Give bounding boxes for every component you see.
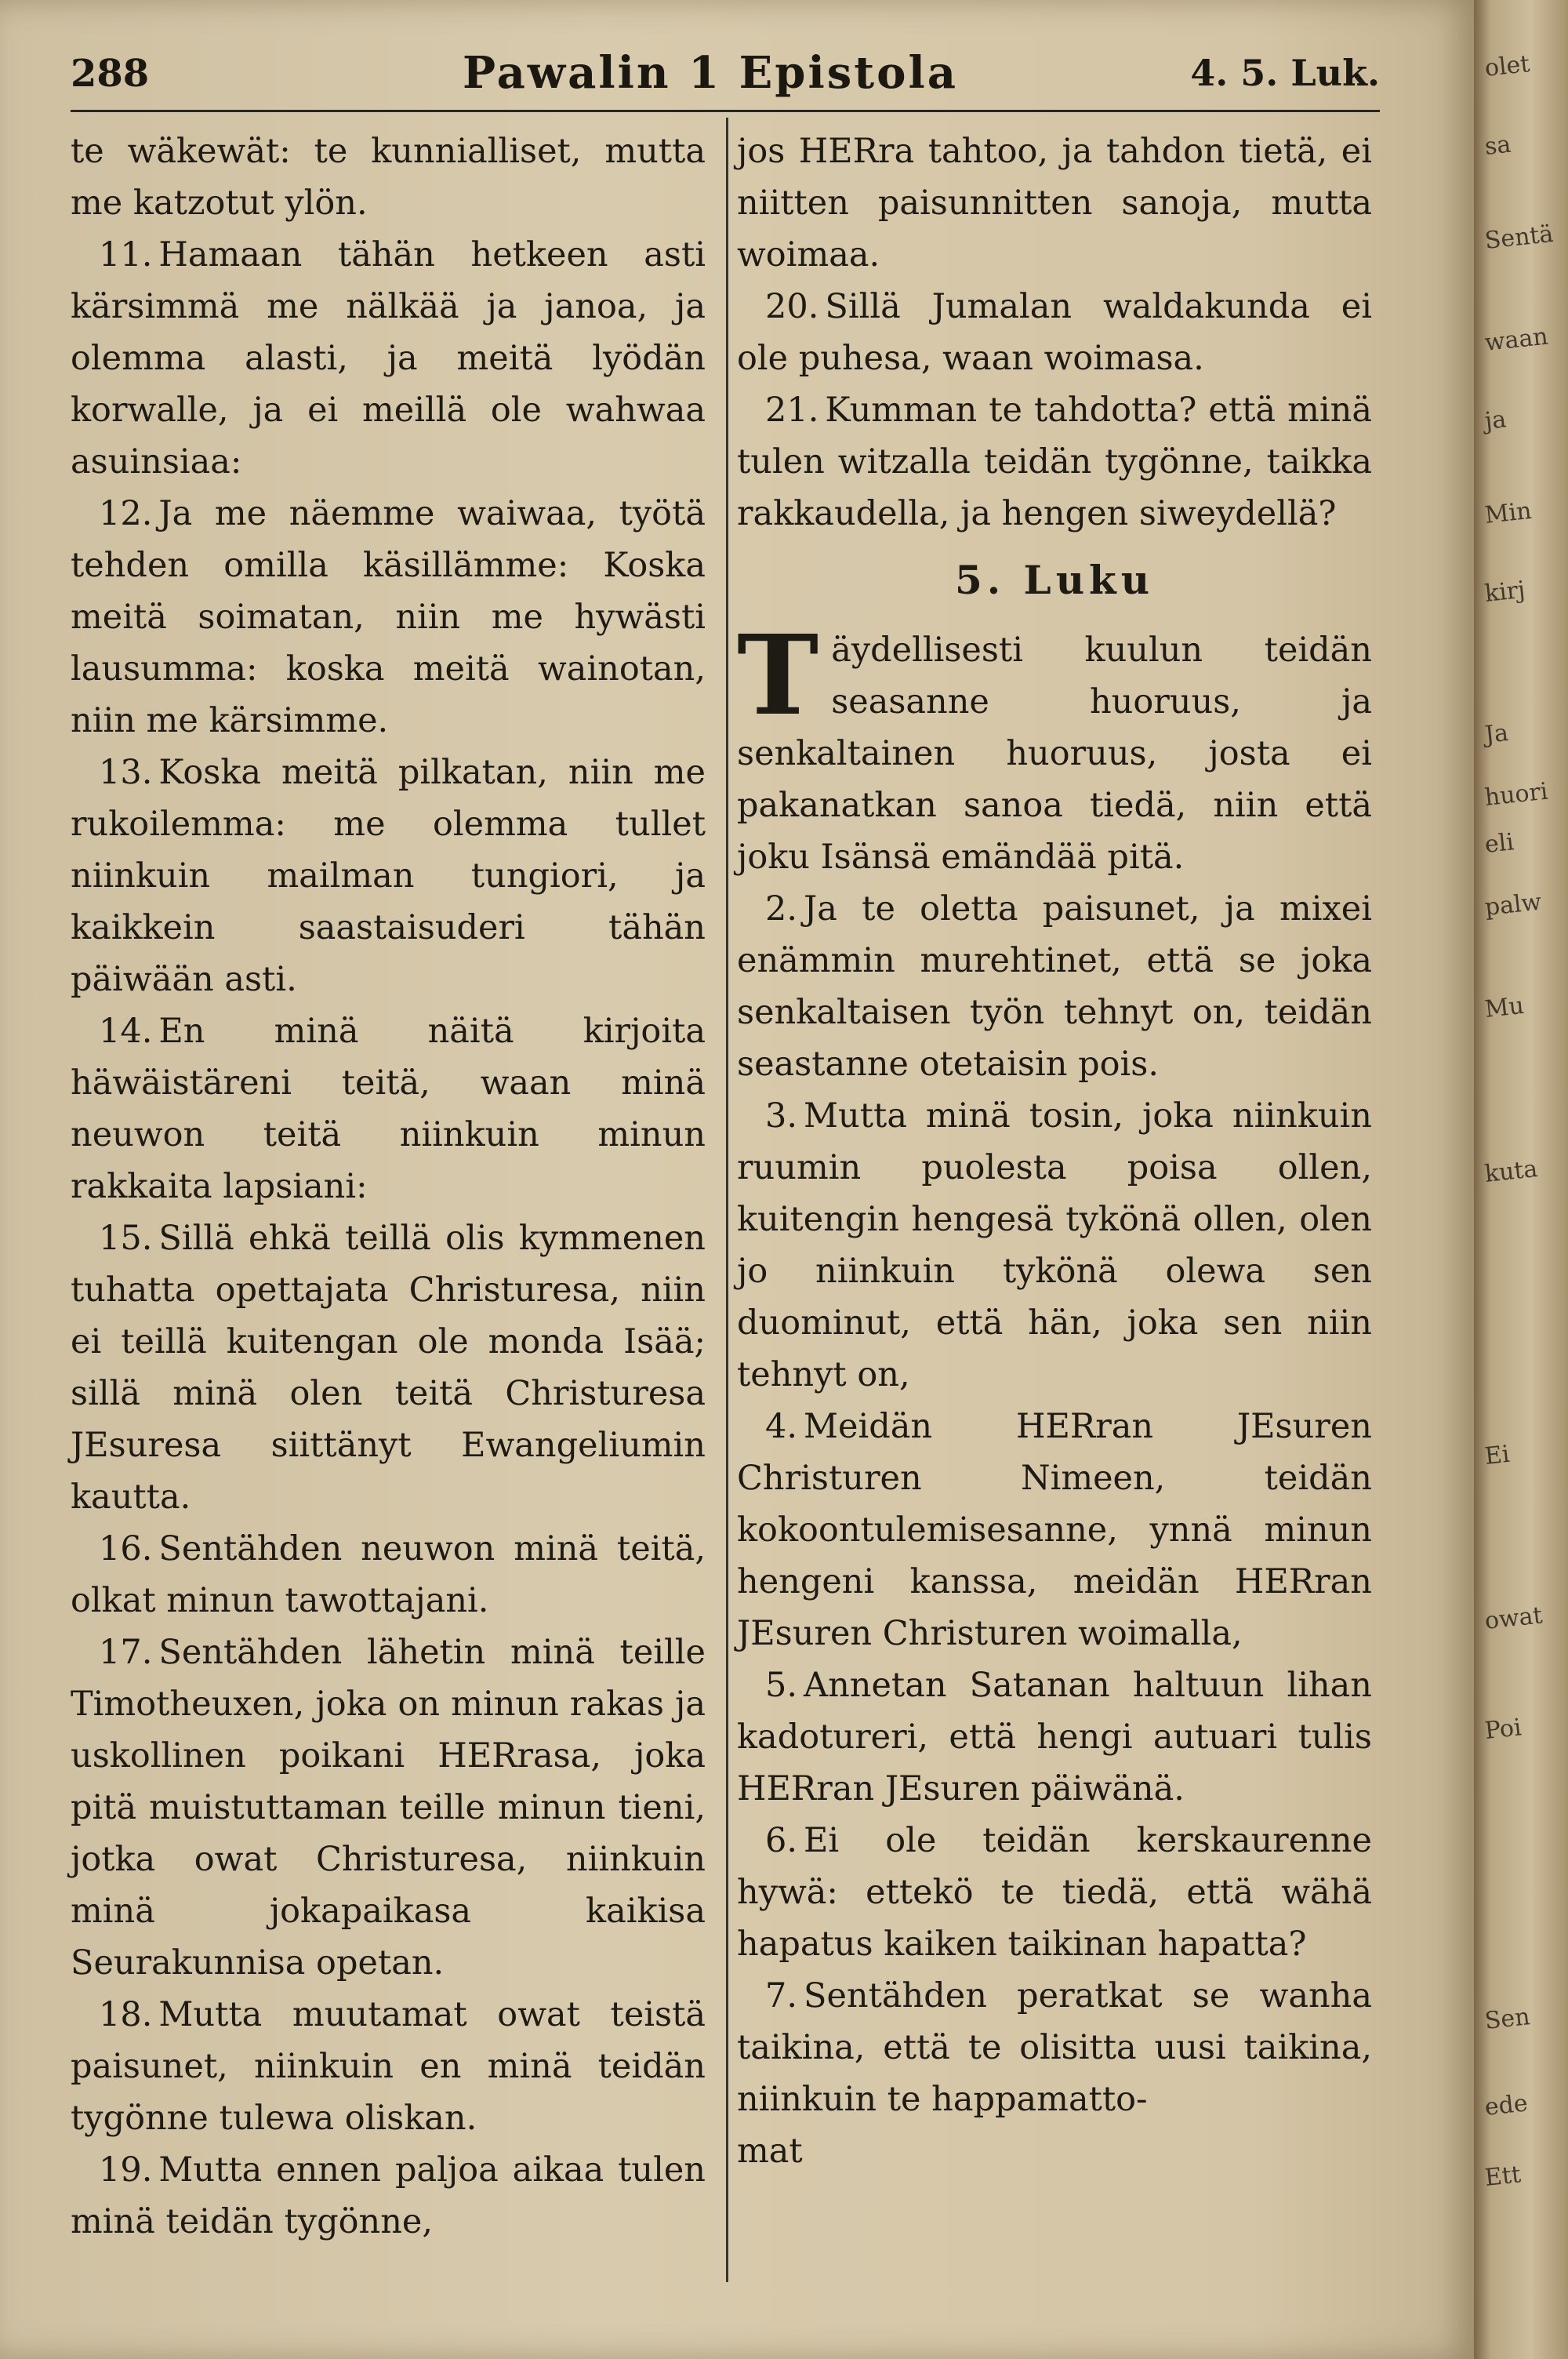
chapter-reference: 4. 5. Luk. <box>1190 52 1380 94</box>
verse: 5. Annetan Satanan haltuun lihan kadotureri, että hengi autuari tulis HERran JEsuren päiwänä. <box>737 1666 1372 1808</box>
verse: 19. Mutta ennen paljoa aikaa tulen minä teidän tygönne, <box>71 2150 706 2241</box>
page-edge-fragment: sa <box>1483 130 1512 161</box>
running-title: Pawalin 1 Epistola <box>463 47 959 99</box>
page-edge-fragment: kuta <box>1483 1155 1539 1188</box>
page-edge-fragment: waan <box>1483 322 1550 357</box>
header-rule <box>71 110 1380 112</box>
verse: 18. Mutta muutamat owat teistä paisunet, niinkuin en minä teidän tygönne tulewa oliskan. <box>71 1995 706 2138</box>
verse: 7. Sentähden peratkat se wanha taikina, että te olisitta uusi taikina, niinkuin te happamatto- <box>737 1976 1372 2119</box>
column-divider <box>726 118 728 2282</box>
page-edge-fragment: Sentä <box>1483 220 1555 255</box>
page-edge-fragment: huori <box>1483 777 1550 812</box>
page-edge-fragment: Ei <box>1483 1440 1512 1470</box>
page-edge-fragment: Ett <box>1483 2161 1523 2192</box>
verse: te wäkewät: te kunnialliset, mutta me katzotut ylön. <box>71 132 706 223</box>
page-edge-fragment: Poi <box>1483 1714 1523 1745</box>
page-edge-fragment: Sen <box>1483 2003 1532 2035</box>
verse: 16. Sentähden neuwon minä teitä, olkat minun tawottajani. <box>71 1529 706 1620</box>
page-edge-fragment: eli <box>1483 828 1515 859</box>
verse: 6. Ei ole teidän kerskaurenne hywä: ettekö te tiedä, että wähä hapatus kaiken taikinan hapatta? <box>737 1821 1372 1964</box>
drop-cap: T <box>737 612 819 740</box>
verse: 4. Meidän HERran JEsuren Christuren Nimeen, teidän kokoontulemisesanne, ynnä minun hengeni kanssa, meidän HERran JEsuren Christuren woimalla, <box>737 1407 1372 1653</box>
page-edge-fragment: Min <box>1483 496 1534 529</box>
verse: 11. Hamaan tähän hetkeen asti kärsimmä me nälkää ja janoa, ja olemma alasti, ja meitä lyödän korwalle, ja ei meillä ole wahwaa asuinsiaa: <box>71 235 706 482</box>
page-edge-fragment: owat <box>1483 1601 1544 1635</box>
page-edge-fragment: ede <box>1483 2089 1530 2121</box>
verse: 12. Ja me näemme waiwaa, työtä tehden omilla käsillämme: Koska meitä soimatan, niin me hywästi lausumma: koska meitä wainotan, niin me kärsimme. <box>71 494 706 740</box>
verse: 14. En minä näitä kirjoita häwäistäreni teitä, waan minä neuwon teitä niinkuin minun rakkaita lapsiani: <box>71 1012 706 1206</box>
page-edge-fragment: Ja <box>1483 718 1510 749</box>
page-edge-fragment: kirj <box>1483 576 1526 608</box>
catchword: mat <box>737 2132 803 2171</box>
verse: jos HERra tahtoo, ja tahdon tietä, ei niitten paisunnitten sanoja, mutta woimaa. <box>737 132 1372 274</box>
page-header <box>71 47 1380 102</box>
verse: 3. Mutta minä tosin, joka niinkuin ruumin puolesta poisa ollen, kuitengin hengesä tykönä ollen, olen jo niinkuin tykönä olewa sen duominut, että hän, joka sen niin tehnyt on, <box>737 1096 1372 1394</box>
page-edge-fragment: palw <box>1483 888 1543 921</box>
page-edge-fragment: olet <box>1483 50 1531 82</box>
verse: 2. Ja te oletta paisunet, ja mixei enämmin murehtinet, että se joka senkaltaisen työn tehnyt on, teidän seastanne otetaisin pois. <box>737 889 1372 1084</box>
page-edge-fragment: Mu <box>1483 991 1526 1023</box>
right-column <box>737 125 1372 2177</box>
verse: 21. Kumman te tahdotta? että minä tulen witzalla teidän tygönne, taikka rakkaudella, ja hengen siweydellä? <box>737 391 1372 533</box>
page-edge-fragment: ja <box>1483 405 1508 435</box>
chapter-opening-verse: Täydellisesti kuulun teidän seasanne huoruus, ja senkaltainen huoruus, josta ei pakanatkan sanoa tiedä, niin että joku Isänsä emändää pitä. <box>737 612 1372 877</box>
verse: 17. Sentähden lähetin minä teille Timotheuxen, joka on minun rakas ja uskollinen poikani HERrasa, joka pitä muistuttaman teille minun tieni, jotka owat Christuresa, niinkuin minä jokapaikasa kaikisa Seurakunnisa opetan. <box>71 1633 706 1983</box>
left-column <box>71 125 706 2248</box>
verse: 13. Koska meitä pilkatan, niin me rukoilemma: me olemma tullet niinkuin mailman tungiori, ja kaikkein saastaisuderi tähän päiwään asti. <box>71 753 706 999</box>
adjacent-page-edge <box>1474 0 1568 2359</box>
verse: 20. Sillä Jumalan waldakunda ei ole puhesa, waan woimasa. <box>737 287 1372 378</box>
page-number: 288 <box>71 52 150 96</box>
verse: 15. Sillä ehkä teillä olis kymmenen tuhatta opettajata Christuresa, niin ei teillä kuitengan ole monda Isää; sillä minä olen teitä Christuresa JEsuresa siittänyt Ewangeliumin kautta. <box>71 1219 706 1517</box>
chapter-heading: 5. Luku <box>954 557 1155 603</box>
